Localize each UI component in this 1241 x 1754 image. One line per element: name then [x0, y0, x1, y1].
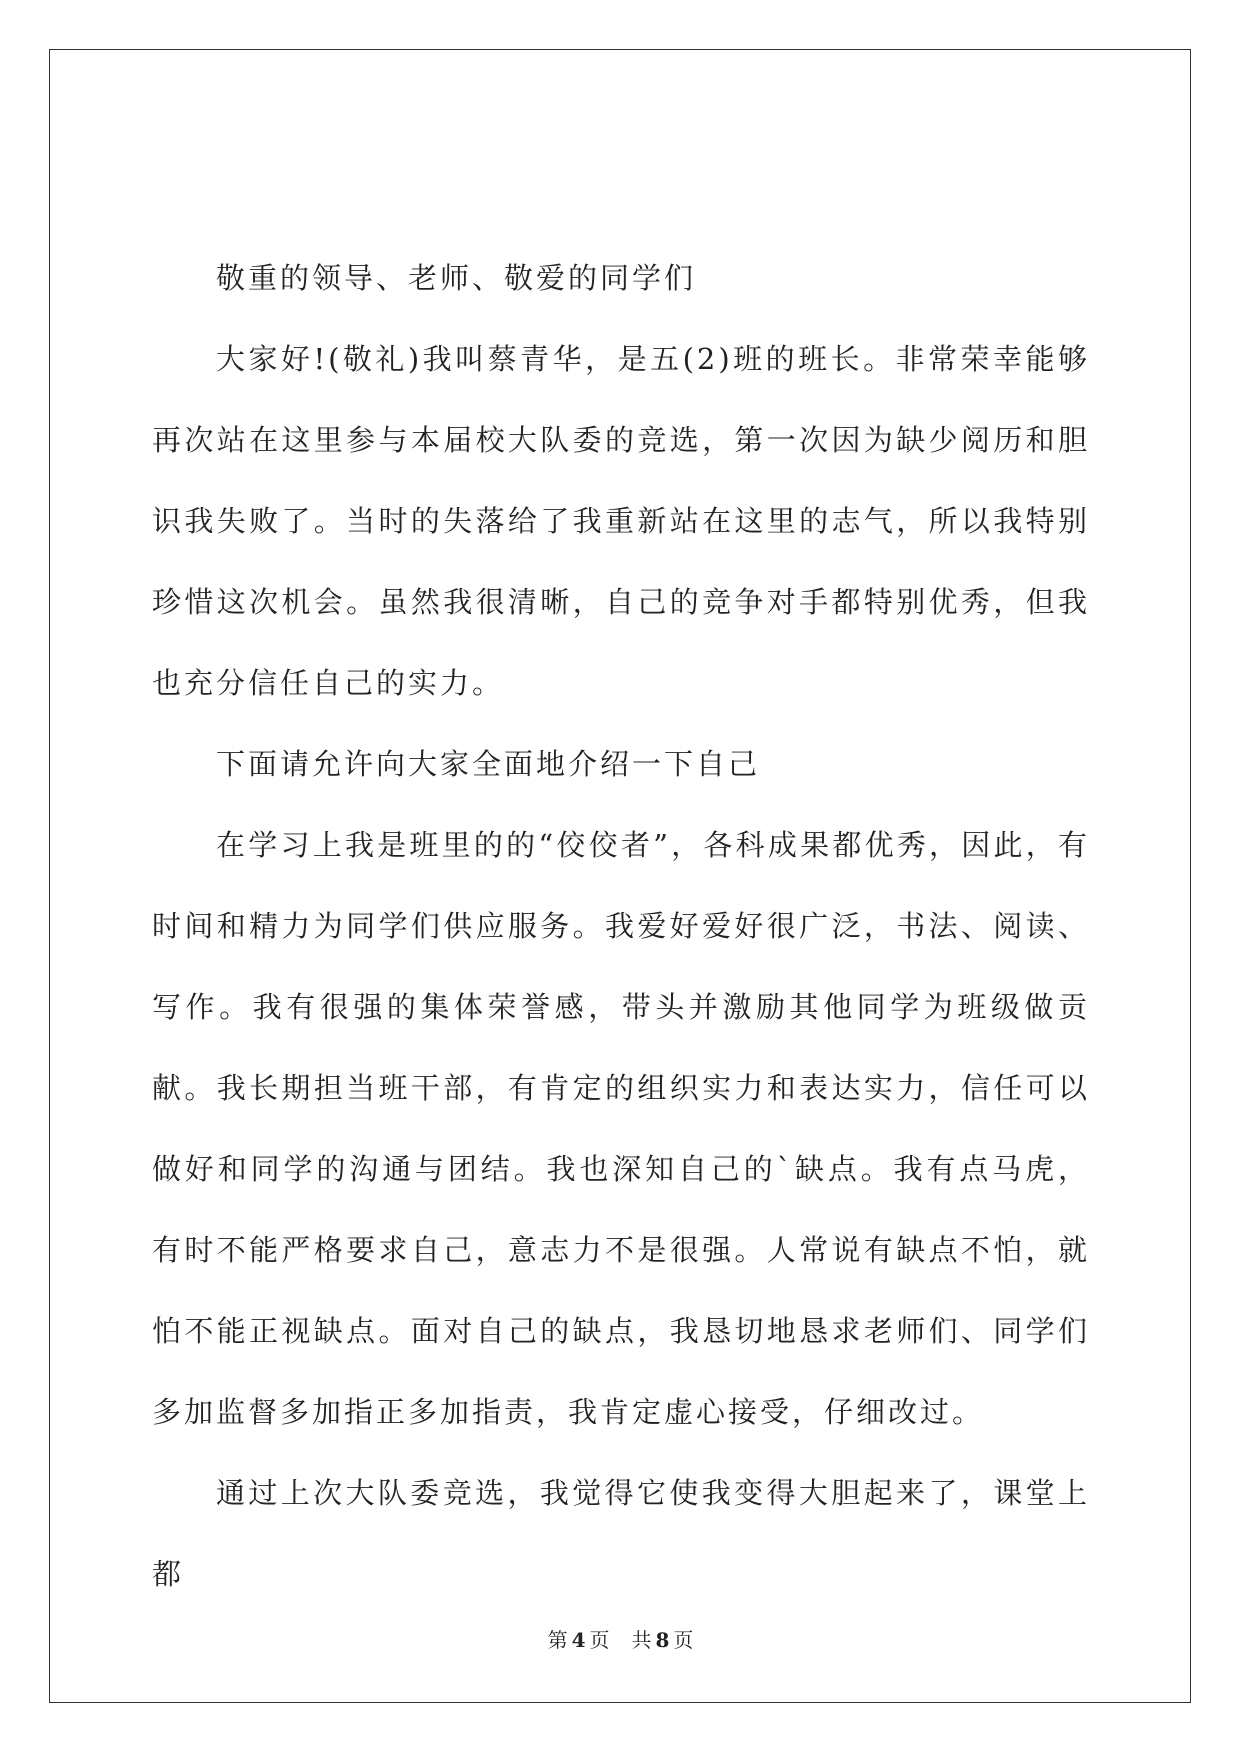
- paragraph-greeting: 大家好!(敬礼)我叫蔡青华，是五(2)班的班长。非常荣幸能够再次站在这里参与本届校大队委的竞选，第一次因为缺少阅历和胆识我失败了。当时的失落给了我重新站在这里的志气，所以我特别珍惜这次机会。虽然我很清晰，自己的竞争对手都特别优秀，但我也充分信任自己的实力。: [152, 342, 1090, 700]
- total-suffix: 页: [673, 1628, 694, 1652]
- page-suffix: 页: [589, 1628, 610, 1652]
- document-body: [152, 238, 1090, 1615]
- paragraph-continuation: 通过上次大队委竞选，我觉得它使我变得大胆起来了，课堂上都: [152, 1476, 1090, 1591]
- paragraph-self-description: 在学习上我是班里的的“佼佼者”，各科成果都优秀，因此，有时间和精力为同学们供应服务。我爱好爱好很广泛，书法、阅读、写作。我有很强的集体荣誉感，带头并激励其他同学为班级做贡献。我长期担当班干部，有肯定的组织实力和表达实力，信任可以做好和同学的沟通与团结。我也深知自己的`缺点。我有点马虎，有时不能严格要求自己，意志力不是很强。人常说有缺点不怕，就怕不能正视缺点。面对自己的缺点，我恳切地恳求老师们、同学们多加监督多加指正多加指责，我肯定虚心接受，仔细改过。: [152, 828, 1090, 1429]
- page-prefix: 第: [547, 1628, 568, 1652]
- paragraph-salutation: 敬重的领导、老师、敬爱的同学们: [216, 261, 697, 295]
- page-footer: [0, 1624, 1241, 1653]
- paragraph-intro: 下面请允许向大家全面地介绍一下自己: [216, 747, 761, 781]
- page-total-number: 8: [655, 1628, 670, 1652]
- page-current-number: 4: [571, 1628, 586, 1652]
- total-prefix: 共: [631, 1628, 652, 1652]
